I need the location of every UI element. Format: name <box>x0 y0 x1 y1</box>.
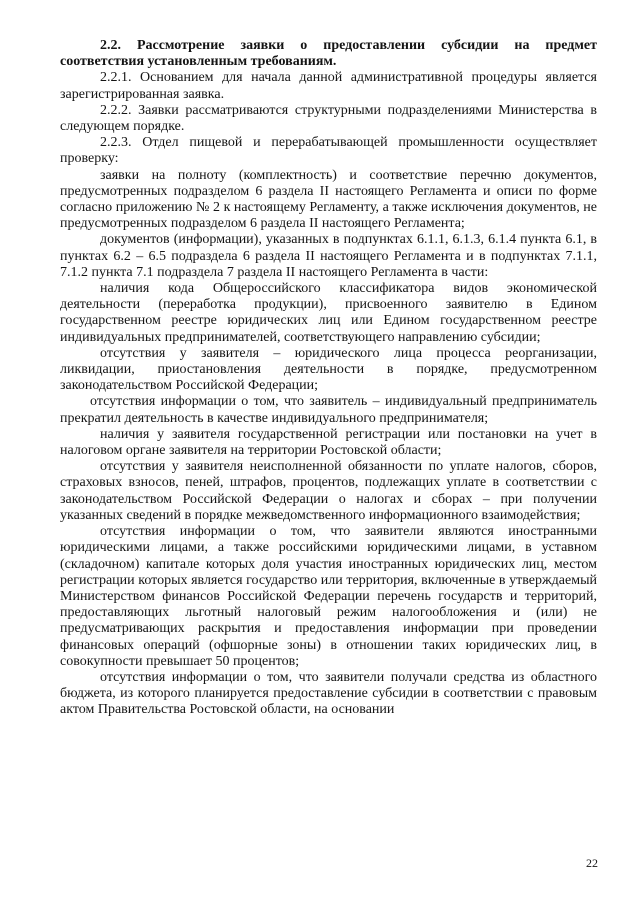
document-page <box>60 38 597 898</box>
paragraph-2-2-1: 2.2.1. Основанием для начала данной административной процедуры является зарегистрированная заявка. <box>60 70 597 102</box>
paragraph-2-2-3: 2.2.3. Отдел пищевой и перерабатывающей промышленности осуществляет проверку: <box>60 135 597 167</box>
paragraph-foreign-entities: отсутствия информации о том, что заявители являются иностранными юридическими лицами, а также российскими юридическими лицами, в уставном (складочном) капитале которых доля участия иностранных юридических лиц, местом регистрации которых является государство или территория, включенные в утверждаемый Министерством финансов Российской Федерации перечень государств и территорий, предоставляющих льготный налоговый режим налогообложения и (или) не предусматривающих раскрытия и предоставления информации при проведении финансовых операций (офшорные зоны) в отношении таких юридических лиц, в совокупности превышает 50 процентов; <box>60 524 597 669</box>
paragraph-no-reorganization: отсутствия у заявителя – юридического лица процесса реорганизации, ликвидации, приостановления деятельности в порядке, предусмотренном законодательством Российской Федерации; <box>60 345 597 394</box>
paragraph-regional-budget: отсутствия информации о том, что заявители получали средства из областного бюджета, из которого планируется предоставление субсидии в соответствии с правовым актом Правительства Ростовской области, на основании <box>60 669 597 718</box>
page-number: 22 <box>586 856 598 870</box>
paragraph-documents-check: документов (информации), указанных в подпунктах 6.1.1, 6.1.3, 6.1.4 пункта 6.1, в пунктах 6.2 – 6.5 подраздела 6 раздела II настоящего Регламента и в подпунктах 7.1.1, 7.1.2 пункта 7.1 подраздела 7 раздела II настоящего Регламента в части: <box>60 232 597 280</box>
paragraph-2-2-2: 2.2.2. Заявки рассматриваются структурными подразделениями Министерства в следующем порядке. <box>60 102 597 135</box>
paragraph-tax-registration: наличия у заявителя государственной регистрации или постановки на учет в налоговом органе заявителя на территории Ростовской области; <box>60 426 597 459</box>
paragraph-completeness-check: заявки на полноту (комплектность) и соответствие перечню документов, предусмотренных подразделом 6 раздела II настоящего Регламента и описи по форме согласно приложению № 2 к настоящему Регламенту, а также исключения документов, не предусмотренных подразделом 6 раздела II настоящего Регламента; <box>60 167 597 232</box>
paragraph-tax-debts: отсутствия у заявителя неисполненной обязанности по уплате налогов, сборов, страховых взносов, пеней, штрафов, процентов, подлежащих уплате в соответствии с законодательством Российской Федерации о налогах и сборах – при получении указанных сведений в порядке межведомственного информационного взаимодействия; <box>60 459 597 523</box>
paragraph-entrepreneur-status: отсутствия информации о том, что заявитель – индивидуальный предприниматель прекратил деятельность в качестве индивидуального предпринимателя; <box>60 394 597 426</box>
paragraph-okved-code: наличия кода Общероссийского классификатора видов экономической деятельности (переработка продукции), присвоенного заявителю в Едином государственном реестре юридических лиц или Едином государственном реестре индивидуальных предпринимателей, соответствующего направлению субсидии; <box>60 281 597 345</box>
section-heading: 2.2. Рассмотрение заявки о предоставлении субсидии на предмет соответствия установленным требованиям. <box>60 38 597 70</box>
